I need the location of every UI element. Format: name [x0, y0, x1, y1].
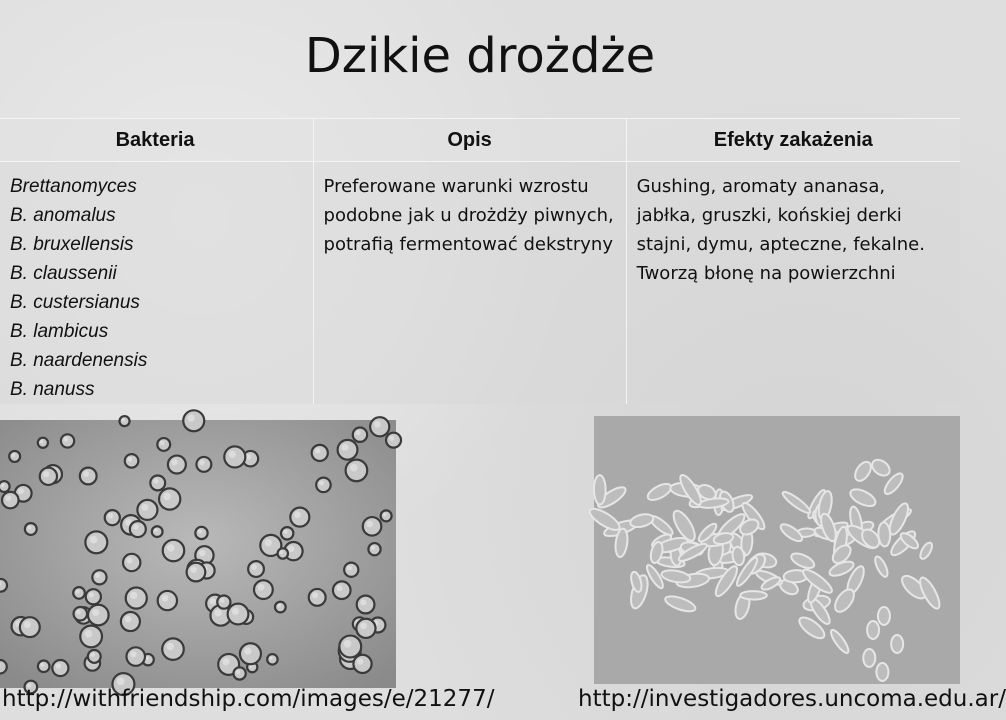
header-efekty: Efekty zakażenia	[626, 119, 960, 162]
yeast-table	[0, 118, 960, 404]
bacteria-item: B. nanuss	[10, 379, 95, 400]
left-image-source: http://withfriendship.com/images/e/21277/	[2, 686, 495, 712]
bacteria-item: B. lambicus	[10, 321, 109, 342]
bacteria-item: B. anomalus	[10, 205, 116, 226]
bacteria-item: Brettanomyces	[10, 176, 137, 197]
right-image-source: http://investigadores.uncoma.edu.ar/	[578, 686, 1006, 712]
slide-title: Dzikie drożdże	[304, 28, 656, 84]
table-row	[0, 162, 960, 405]
bacteria-cell	[0, 162, 313, 405]
bacteria-item: B. naardenensis	[10, 350, 148, 371]
description-cell: Preferowane warunki wzrostu podobne jak u drożdży piwnych, potrafią fermentować dekstryny	[313, 162, 626, 405]
effects-cell: Gushing, aromaty ananasa, jabłka, gruszki, końskiej derki stajni, dymu, apteczne, fekalne. Tworzą błonę na powierzchni	[626, 162, 960, 405]
header-bakteria: Bakteria	[0, 119, 313, 162]
bacteria-item: B. bruxellensis	[10, 234, 134, 255]
yeast-micrograph-left	[0, 420, 396, 688]
yeast-micrograph-right	[594, 416, 960, 684]
bacteria-item: B. custersianus	[10, 292, 140, 313]
header-opis: Opis	[313, 119, 626, 162]
table-header-row	[0, 119, 960, 162]
bacteria-item: B. claussenii	[10, 263, 117, 284]
